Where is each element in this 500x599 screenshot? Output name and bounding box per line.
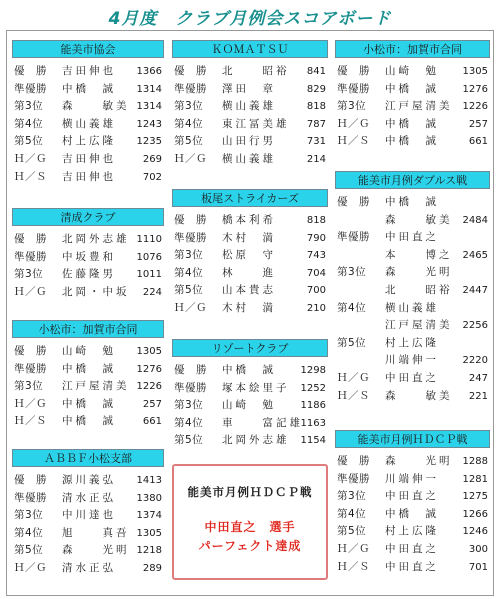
rank-label: 第3位 <box>337 100 367 113</box>
result-row <box>172 212 328 230</box>
score-value: 2256 <box>462 320 488 332</box>
player-name: 横山義雄 <box>222 100 276 113</box>
result-row <box>335 282 490 300</box>
score-value: 1305 <box>136 527 162 539</box>
player-name: 森 光明 <box>62 544 130 557</box>
rank-label: 第3位 <box>14 509 44 522</box>
player-name: 江戸屋清美 <box>62 380 130 393</box>
result-row <box>12 507 164 525</box>
rank-label: 第3位 <box>174 399 204 412</box>
section-header: リゾートクラブ <box>172 339 328 357</box>
player-name: 中田直之 <box>385 490 439 503</box>
rank-label: 第4位 <box>14 526 44 539</box>
section-nomi-hdcp <box>335 430 490 576</box>
result-row <box>172 380 328 398</box>
section-header: 清成クラブ <box>12 208 164 226</box>
result-row <box>12 133 164 151</box>
score-value: 1380 <box>136 492 162 504</box>
player-name: 山崎 勉 <box>385 65 439 77</box>
score-value: 704 <box>306 267 326 279</box>
result-row <box>12 378 164 396</box>
section-header: 能美市協会 <box>12 40 164 58</box>
result-row <box>172 151 328 169</box>
result-row <box>172 116 328 134</box>
score-value: 214 <box>306 153 326 165</box>
player-name: 北岡外志雄 <box>62 233 130 245</box>
result-row <box>335 523 490 541</box>
rank-label: 準優勝 <box>337 231 370 244</box>
rank-label: 準優勝 <box>174 381 207 394</box>
results-list <box>335 63 490 151</box>
score-value: 661 <box>468 136 488 148</box>
player-name: 北 昭裕 <box>385 283 453 296</box>
score-value: 2465 <box>462 249 488 261</box>
score-value: 269 <box>142 153 162 165</box>
result-row <box>335 247 490 265</box>
section-header: ＫＯＭＡＴＳＵ <box>172 40 328 58</box>
score-value: 1314 <box>136 83 162 95</box>
score-value: 1246 <box>462 526 488 538</box>
rank-label: 第5位 <box>14 135 44 148</box>
player-name: 旭 真吾 <box>62 526 130 539</box>
results-list <box>12 472 164 578</box>
result-row <box>12 169 164 187</box>
notice-event: 能美市月例ＨＤＣＰ戦 <box>187 485 313 499</box>
result-row <box>172 63 328 81</box>
player-name: 森 敏美 <box>385 389 453 402</box>
result-row <box>335 63 490 81</box>
score-value: 702 <box>142 171 162 183</box>
score-value: 1186 <box>300 400 326 412</box>
score-value: 661 <box>142 416 162 428</box>
rank-label: 優 勝 <box>337 455 370 467</box>
section-itao-strikers <box>172 189 328 318</box>
rank-label: Ｈ／Ｓ <box>337 135 370 148</box>
rank-label: Ｈ／Ｇ <box>174 301 207 314</box>
player-name: 吉田伸也 <box>62 170 116 183</box>
player-name: 北岡外志雄 <box>222 434 290 447</box>
score-value: 1288 <box>462 456 488 467</box>
result-row <box>335 352 490 370</box>
player-name: 中橋 誠 <box>62 82 116 95</box>
section-header: 能美市月例ダブルス戦 <box>335 171 490 189</box>
player-name: 清水正弘 <box>62 561 116 574</box>
player-name: 吉田伸也 <box>62 65 116 77</box>
results-list <box>172 63 328 169</box>
result-row <box>335 388 490 406</box>
score-value: 210 <box>306 302 326 314</box>
result-row <box>172 397 328 415</box>
result-row <box>335 370 490 388</box>
player-name: 中橋 誠 <box>385 82 439 95</box>
result-row <box>172 230 328 248</box>
result-row <box>12 231 164 249</box>
result-row <box>335 488 490 506</box>
result-row <box>335 116 490 134</box>
result-row <box>12 249 164 267</box>
rank-label: 準優勝 <box>14 250 47 263</box>
player-name: 中橋 誠 <box>385 196 439 208</box>
score-value: 1305 <box>462 66 488 77</box>
result-row <box>12 81 164 99</box>
result-row <box>12 266 164 284</box>
rank-label: 準優勝 <box>337 472 370 485</box>
result-row <box>335 212 490 230</box>
result-row <box>12 116 164 134</box>
player-name: 川端伸一 <box>385 472 439 485</box>
player-name: 澤田 章 <box>222 82 276 95</box>
score-value: 1235 <box>136 136 162 148</box>
result-row <box>12 560 164 578</box>
section-komatsu-kaga-joint-right <box>335 40 490 151</box>
result-row <box>12 63 164 81</box>
score-value: 700 <box>306 285 326 297</box>
score-value: 1226 <box>462 101 488 113</box>
player-name: 清水正弘 <box>62 491 116 504</box>
score-value: 1154 <box>300 435 326 447</box>
results-list <box>12 231 164 301</box>
player-name: 村上広隆 <box>385 525 439 538</box>
player-name: 村上広隆 <box>62 135 116 148</box>
rank-label: Ｈ／Ｓ <box>14 170 47 183</box>
score-value: 818 <box>306 215 326 226</box>
result-row <box>335 133 490 151</box>
result-row <box>12 98 164 116</box>
rank-label: 第3位 <box>174 249 204 262</box>
rank-label: 準優勝 <box>337 82 370 95</box>
result-row <box>12 343 164 361</box>
result-row <box>335 98 490 116</box>
player-name: 中橋 誠 <box>222 364 276 376</box>
rank-label: 第3位 <box>14 380 44 393</box>
rank-label: Ｈ／Ｇ <box>337 371 370 384</box>
result-row <box>335 81 490 99</box>
notice-player: 中田直之 選手 <box>204 520 296 534</box>
result-row <box>335 335 490 353</box>
rank-label: 優 勝 <box>14 345 47 357</box>
rank-label: 優 勝 <box>174 65 207 77</box>
player-name: 塚本絵里子 <box>222 381 290 394</box>
score-value: 1110 <box>136 234 162 245</box>
player-name: 川端伸一 <box>385 354 439 367</box>
result-row <box>12 151 164 169</box>
result-row <box>172 282 328 300</box>
rank-label: 第3位 <box>14 268 44 281</box>
section-komatsu <box>172 40 328 169</box>
rank-label: 第3位 <box>337 266 367 279</box>
result-row <box>172 300 328 318</box>
player-name: 中橋 誠 <box>62 397 116 410</box>
player-name: 北 昭裕 <box>222 65 290 77</box>
score-value: 257 <box>468 118 488 130</box>
score-value: 731 <box>306 136 326 148</box>
player-name: 森 光明 <box>385 266 453 279</box>
result-row <box>12 472 164 490</box>
result-row <box>172 98 328 116</box>
rank-label: 第4位 <box>174 416 204 429</box>
result-row <box>172 265 328 283</box>
score-value: 818 <box>306 101 326 113</box>
score-value: 1076 <box>136 251 162 263</box>
result-row <box>172 247 328 265</box>
rank-label: 第4位 <box>174 117 204 130</box>
score-value: 1163 <box>300 417 326 429</box>
score-value: 2484 <box>462 214 488 226</box>
result-row <box>335 194 490 212</box>
score-value: 1374 <box>136 510 162 522</box>
result-row <box>12 542 164 560</box>
player-name: 横山義雄 <box>222 152 276 165</box>
player-name: 本 博之 <box>385 248 453 261</box>
player-name: 森 光明 <box>385 455 453 467</box>
result-row <box>172 133 328 151</box>
rank-label: 第5位 <box>337 336 367 349</box>
rank-label: 優 勝 <box>14 474 47 486</box>
score-value: 829 <box>306 83 326 95</box>
rank-label: 第3位 <box>174 100 204 113</box>
score-value: 787 <box>306 118 326 130</box>
score-value: 743 <box>306 250 326 262</box>
rank-label: 第5位 <box>174 434 204 447</box>
score-value: 1276 <box>462 83 488 95</box>
score-value: 701 <box>468 561 488 573</box>
player-name: 橋本利希 <box>222 214 276 226</box>
section-nomi-association <box>12 40 164 186</box>
rank-label: 準優勝 <box>14 82 47 95</box>
player-name: 横山義雄 <box>62 117 116 130</box>
score-value: 224 <box>142 286 162 298</box>
rank-label: Ｈ／Ｓ <box>337 560 370 573</box>
rank-label: 優 勝 <box>14 65 47 77</box>
result-row <box>335 541 490 559</box>
rank-label: Ｈ／Ｇ <box>14 285 47 298</box>
player-name: 中田直之 <box>385 560 439 573</box>
score-value: 1226 <box>136 381 162 393</box>
score-value: 1266 <box>462 508 488 520</box>
section-nomi-doubles <box>335 171 490 405</box>
result-row <box>172 362 328 380</box>
rank-label: Ｈ／Ｇ <box>337 542 370 555</box>
rank-label: 準優勝 <box>14 491 47 504</box>
rank-label: Ｈ／Ｇ <box>174 152 207 165</box>
player-name: 山田行男 <box>222 135 276 148</box>
player-name: 山崎 勉 <box>222 399 276 412</box>
rank-label: 第4位 <box>337 507 367 520</box>
player-name: 中橋 誠 <box>385 135 439 148</box>
score-value: 221 <box>468 390 488 402</box>
rank-label: Ｈ／Ｇ <box>14 561 47 574</box>
score-value: 1243 <box>136 118 162 130</box>
rank-label: Ｈ／Ｓ <box>337 389 370 402</box>
player-name: 中田直之 <box>385 371 439 384</box>
section-kiyonari-club <box>12 208 164 301</box>
score-value: 257 <box>142 398 162 410</box>
result-row <box>12 284 164 302</box>
result-row <box>12 490 164 508</box>
player-name: 江戸屋清美 <box>385 100 453 113</box>
player-name: 中坂豊和 <box>62 250 116 263</box>
score-value: 1276 <box>136 363 162 375</box>
section-resort-club <box>172 339 328 450</box>
score-value: 1366 <box>136 66 162 77</box>
player-name: 中田直之 <box>385 231 439 244</box>
player-name: 森 敏美 <box>385 213 453 226</box>
score-value: 247 <box>468 372 488 384</box>
player-name: 木村 満 <box>222 301 276 314</box>
result-row <box>12 361 164 379</box>
result-row <box>12 396 164 414</box>
result-row <box>172 415 328 433</box>
player-name: 中橋 誠 <box>385 507 439 520</box>
result-row <box>335 229 490 247</box>
rank-label: 第5位 <box>14 544 44 557</box>
perfect-game-notice <box>172 464 328 580</box>
player-name: 山本貴志 <box>222 284 276 297</box>
player-name: 松原 守 <box>222 249 276 262</box>
rank-label: 第3位 <box>337 490 367 503</box>
result-row <box>335 264 490 282</box>
player-name: 東江冨美雄 <box>222 117 290 130</box>
result-row <box>335 453 490 471</box>
rank-label: 優 勝 <box>174 214 207 226</box>
score-value: 841 <box>306 66 326 77</box>
notice-achievement: パーフェクト達成 <box>198 539 302 553</box>
result-row <box>12 525 164 543</box>
score-value: 1011 <box>136 269 162 281</box>
rank-label: 準優勝 <box>174 82 207 95</box>
rank-label: 第4位 <box>14 117 44 130</box>
score-value: 1252 <box>300 382 326 394</box>
rank-label: 準優勝 <box>174 231 207 244</box>
section-komatsu-kaga-joint-left <box>12 320 164 431</box>
score-value: 1413 <box>136 475 162 486</box>
player-name: 中橋 誠 <box>385 117 439 130</box>
score-value: 1218 <box>136 545 162 557</box>
page-title: 4月度 クラブ月例会スコアボード <box>108 9 392 29</box>
result-row <box>172 432 328 450</box>
results-list <box>172 212 328 318</box>
section-abbf-komatsu <box>12 449 164 578</box>
result-row <box>12 413 164 431</box>
results-list <box>12 63 164 186</box>
rank-label: 準優勝 <box>14 362 47 375</box>
player-name: 中橋 誠 <box>62 415 116 428</box>
result-row <box>335 300 490 318</box>
rank-label: 第5位 <box>174 284 204 297</box>
rank-label: 優 勝 <box>14 233 47 245</box>
rank-label: Ｈ／Ｇ <box>337 117 370 130</box>
score-value: 1314 <box>136 101 162 113</box>
result-row <box>335 317 490 335</box>
result-row <box>335 471 490 489</box>
player-name: 源川義弘 <box>62 474 116 486</box>
player-name: 木村 満 <box>222 231 276 244</box>
player-name: 森 敏美 <box>62 100 130 113</box>
rank-label: 優 勝 <box>337 196 370 208</box>
result-row <box>172 81 328 99</box>
result-row <box>335 506 490 524</box>
rank-label: 第4位 <box>174 266 204 279</box>
score-value: 790 <box>306 232 326 244</box>
rank-label: 第3位 <box>14 100 44 113</box>
player-name: 中田直之 <box>385 542 439 555</box>
player-name: 車 富記雄 <box>222 416 303 429</box>
score-value: 1275 <box>462 491 488 503</box>
score-value: 1281 <box>462 473 488 485</box>
result-row <box>335 559 490 577</box>
section-header: 小松市：加賀市合同 <box>12 320 164 338</box>
player-name: 佐藤隆男 <box>62 268 116 281</box>
section-header: 小松市：加賀市合同 <box>335 40 490 58</box>
rank-label: Ｈ／Ｓ <box>14 415 47 428</box>
player-name: 中川達也 <box>62 509 116 522</box>
rank-label: 優 勝 <box>174 364 207 376</box>
score-value: 1305 <box>136 346 162 357</box>
results-list <box>12 343 164 431</box>
player-name: 山崎 勉 <box>62 345 116 357</box>
results-list <box>335 194 490 405</box>
results-list <box>335 453 490 576</box>
score-value: 2447 <box>462 284 488 296</box>
section-header: 板尾ストライカーズ <box>172 189 328 207</box>
rank-label: 第5位 <box>174 135 204 148</box>
player-name: 吉田伸也 <box>62 152 116 165</box>
score-value: 289 <box>142 562 162 574</box>
rank-label: 第5位 <box>337 525 367 538</box>
player-name: 横山義雄 <box>385 301 439 314</box>
player-name: 江戸屋清美 <box>385 319 453 332</box>
rank-label: 優 勝 <box>337 65 370 77</box>
section-header: 能美市月例ＨＤＣＰ戦 <box>335 430 490 448</box>
results-list <box>172 362 328 450</box>
player-name: 中橋 誠 <box>62 362 116 375</box>
score-value: 300 <box>468 543 488 555</box>
player-name: 林 進 <box>222 266 276 279</box>
player-name: 北岡・中坂 <box>62 285 130 298</box>
rank-label: Ｈ／Ｇ <box>14 152 47 165</box>
score-value: 2220 <box>462 355 488 367</box>
player-name: 村上広隆 <box>385 336 439 349</box>
rank-label: 第4位 <box>337 301 367 314</box>
section-header: ＡＢＢＦ小松支部 <box>12 449 164 467</box>
rank-label: Ｈ／Ｇ <box>14 397 47 410</box>
score-value: 1298 <box>300 365 326 376</box>
